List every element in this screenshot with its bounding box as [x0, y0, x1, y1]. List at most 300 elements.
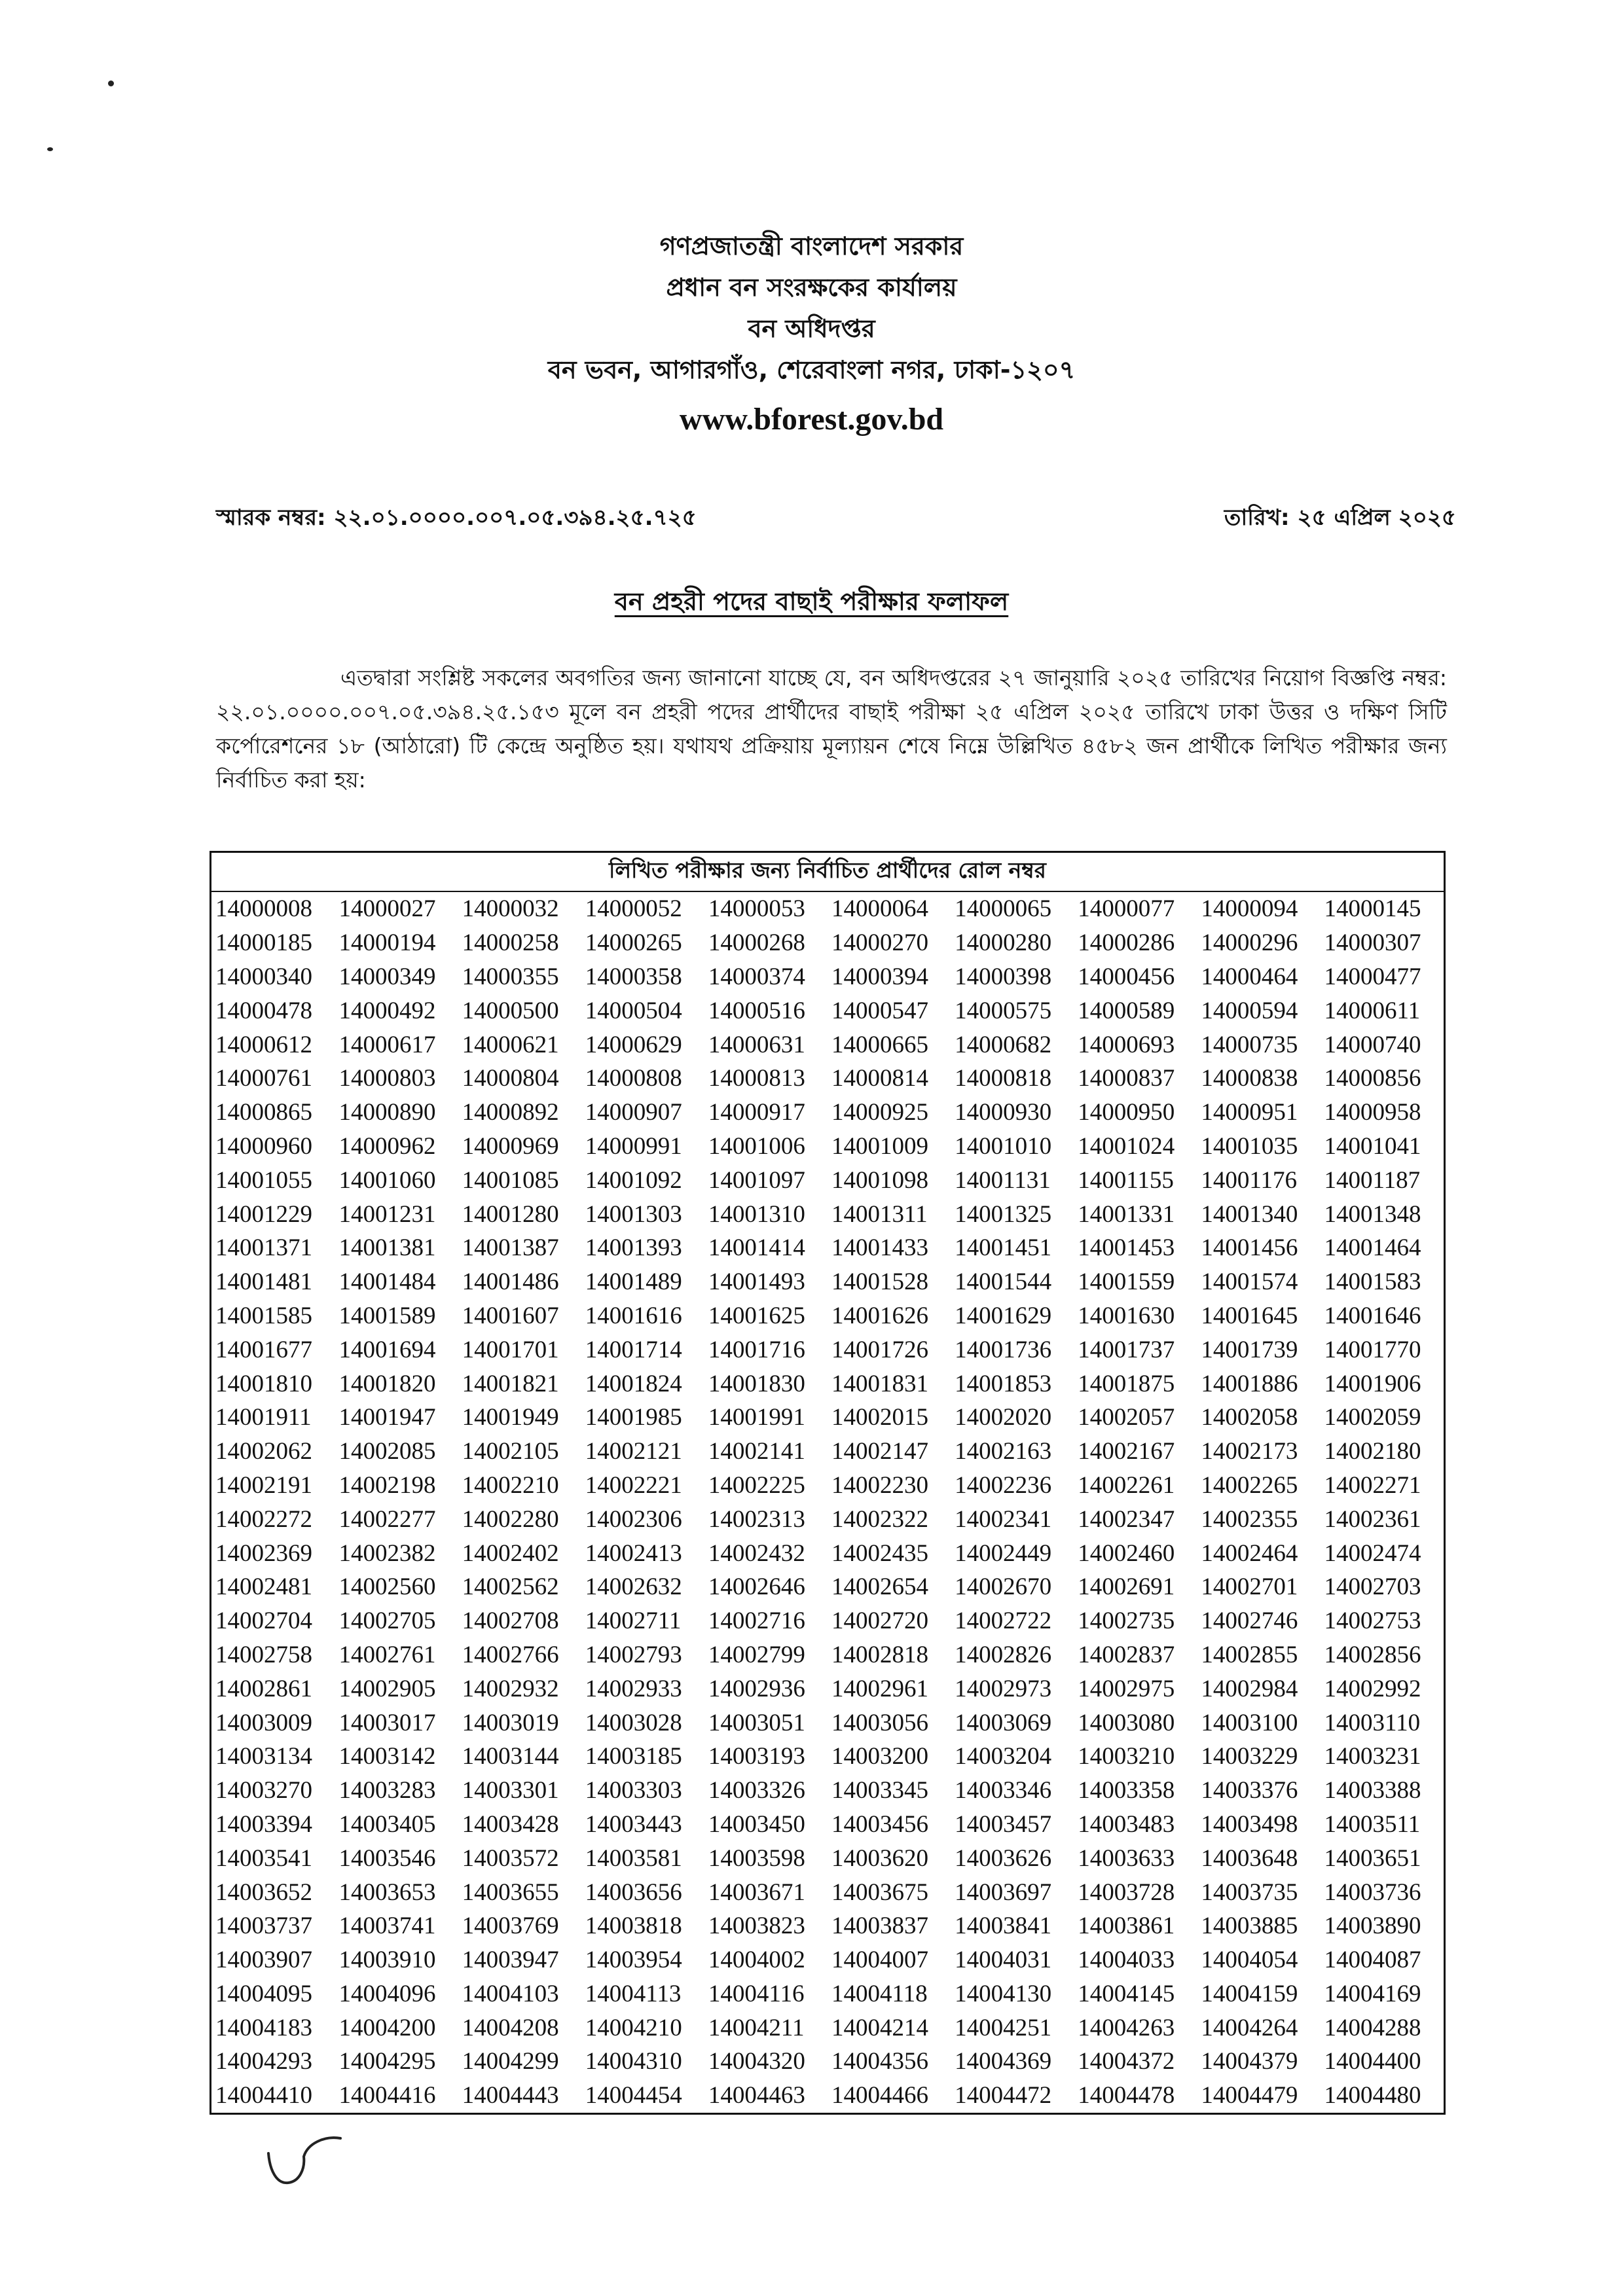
roll-number-cell: 14003741 [338, 1912, 436, 1940]
roll-number-cell: 14001810 [215, 1370, 312, 1397]
notice-title-text: বন প্রহরী পদের বাছাই পরীক্ষার ফলাফল [614, 587, 1009, 616]
roll-number-cell: 14000594 [1201, 997, 1298, 1024]
roll-number-cell: 14003270 [215, 1777, 312, 1804]
roll-number-cell: 14003080 [1078, 1709, 1175, 1736]
roll-number-cell: 14001646 [1324, 1302, 1421, 1329]
roll-number-cell: 14001489 [585, 1268, 682, 1296]
roll-number-cell: 14002992 [1324, 1675, 1421, 1702]
roll-number-cell: 14000621 [462, 1031, 559, 1058]
roll-number-cell: 14003009 [215, 1709, 312, 1736]
roll-number-cell: 14001694 [338, 1336, 436, 1363]
roll-number-cell: 14002703 [1324, 1573, 1421, 1601]
roll-number-cell: 14004118 [831, 1980, 928, 2007]
roll-number-cell: 14000464 [1201, 963, 1298, 990]
roll-number-cell: 14001009 [831, 1132, 928, 1160]
roll-number-cell: 14003626 [955, 1844, 1052, 1872]
roll-number-cell: 14004103 [462, 1980, 559, 2007]
roll-number-cell: 14003056 [831, 1709, 928, 1736]
roll-number-cell: 14002720 [831, 1607, 928, 1635]
roll-number-cell: 14000950 [1078, 1099, 1175, 1126]
roll-number-cell: 14001371 [215, 1234, 312, 1262]
roll-number-cell: 14003697 [955, 1878, 1052, 1906]
roll-number-cell: 14004369 [955, 2048, 1052, 2075]
roll-number-cell: 14002861 [215, 1675, 312, 1702]
roll-number-cell: 14003837 [831, 1912, 928, 1940]
roll-number-cell: 14000575 [955, 997, 1052, 1024]
roll-number-cell: 14000477 [1324, 963, 1421, 990]
roll-number-cell: 14002015 [831, 1404, 928, 1431]
roll-number-cell: 14003947 [462, 1946, 559, 1974]
roll-number-cell: 14003345 [831, 1777, 928, 1804]
office-address: বন ভবন, আগারগাঁও, শেরেবাংলা নগর, ঢাকা-১২০৭ [547, 355, 1076, 384]
roll-number-cell: 14003069 [955, 1709, 1052, 1736]
table-header-row [211, 852, 1445, 892]
roll-number-cell: 14004443 [462, 2082, 559, 2109]
roll-number-cell: 14003890 [1324, 1912, 1421, 1940]
roll-number-cell: 14000052 [585, 895, 682, 923]
roll-number-cell: 14004288 [1324, 2014, 1421, 2041]
roll-number-cell: 14000032 [462, 895, 559, 923]
roll-number-cell: 14000838 [1201, 1065, 1298, 1092]
roll-number-cell: 14003655 [462, 1878, 559, 1906]
roll-number-cell: 14003283 [338, 1777, 436, 1804]
roll-number-cell: 14000185 [215, 929, 312, 957]
roll-number-cell: 14002167 [1078, 1438, 1175, 1465]
roll-number-cell: 14000813 [708, 1065, 805, 1092]
roll-number-cell: 14000907 [585, 1099, 682, 1126]
roll-number-cell: 14002460 [1078, 1539, 1175, 1567]
roll-number-cell: 14001770 [1324, 1336, 1421, 1363]
roll-number-cell: 14003144 [462, 1743, 559, 1770]
roll-number-cell: 14001464 [1324, 1234, 1421, 1262]
roll-number-cell: 14000516 [708, 997, 805, 1024]
roll-number-cell: 14002225 [708, 1471, 805, 1499]
roll-number-cell: 14000958 [1324, 1099, 1421, 1126]
roll-number-cell: 14004379 [1201, 2048, 1298, 2075]
roll-number-cell: 14000280 [955, 929, 1052, 957]
roll-number-cell: 14002121 [585, 1438, 682, 1465]
roll-table-container [210, 851, 1446, 2115]
roll-number-cell: 14002265 [1201, 1471, 1298, 1499]
table-row [211, 1706, 1445, 1740]
roll-number-cell: 14002758 [215, 1641, 312, 1668]
roll-number-cell: 14002449 [955, 1539, 1052, 1567]
roll-number-cell: 14000504 [585, 997, 682, 1024]
roll-number-cell: 14004410 [215, 2082, 312, 2109]
roll-number-cell: 14002936 [708, 1675, 805, 1702]
roll-number-cell: 14000077 [1078, 895, 1175, 923]
roll-number-cell: 14004031 [955, 1946, 1052, 1974]
roll-number-cell: 14004310 [585, 2048, 682, 2075]
table-row [211, 1028, 1445, 1062]
roll-number-cell: 14004264 [1201, 2014, 1298, 2041]
roll-number-cell: 14004263 [1078, 2014, 1175, 2041]
roll-number-cell: 14002905 [338, 1675, 436, 1702]
roll-number-cell: 14000814 [831, 1065, 928, 1092]
roll-number-cell: 14001528 [831, 1268, 928, 1296]
roll-number-cell: 14002701 [1201, 1573, 1298, 1601]
table-row [211, 1740, 1445, 1774]
roll-number-cell: 14003110 [1324, 1709, 1421, 1736]
roll-number-cell: 14001055 [215, 1166, 312, 1194]
roll-number-cell: 14000394 [831, 963, 928, 990]
roll-number-cell: 14003675 [831, 1878, 928, 1906]
roll-number-cell: 14003598 [708, 1844, 805, 1872]
roll-number-cell: 14002632 [585, 1573, 682, 1601]
roll-number-cell: 14004454 [585, 2082, 682, 2109]
roll-number-cell: 14002933 [585, 1675, 682, 1702]
roll-number-cell: 14003134 [215, 1743, 312, 1770]
table-row [211, 1469, 1445, 1503]
roll-number-cell: 14001886 [1201, 1370, 1298, 1397]
roll-number-cell: 14000194 [338, 929, 436, 957]
roll-number-cell: 14002306 [585, 1505, 682, 1533]
roll-number-cell: 14003735 [1201, 1878, 1298, 1906]
roll-number-cell: 14003405 [338, 1810, 436, 1838]
roll-number-cell: 14001024 [1078, 1132, 1175, 1160]
roll-number-cell: 14001280 [462, 1200, 559, 1228]
roll-number-cell: 14002826 [955, 1641, 1052, 1668]
roll-number-table [210, 851, 1446, 2115]
roll-number-cell: 14001739 [1201, 1336, 1298, 1363]
table-row [211, 1197, 1445, 1231]
roll-number-cell: 14003652 [215, 1878, 312, 1906]
roll-number-cell: 14002705 [338, 1607, 436, 1635]
roll-number-cell: 14004208 [462, 2014, 559, 2041]
memo-date: তারিখ: ২৫ এপ্রিল ২০২৫ [1224, 505, 1456, 531]
table-row [211, 1570, 1445, 1604]
roll-number-cell: 14004295 [338, 2048, 436, 2075]
roll-number-cell: 14000456 [1078, 963, 1175, 990]
roll-number-cell: 14000917 [708, 1099, 805, 1126]
roll-number-cell: 14001716 [708, 1336, 805, 1363]
roll-number-cell: 14001616 [585, 1302, 682, 1329]
roll-number-cell: 14003498 [1201, 1810, 1298, 1838]
roll-number-cell: 14001381 [338, 1234, 436, 1262]
roll-number-cell: 14000960 [215, 1132, 312, 1160]
roll-number-cell: 14002322 [831, 1505, 928, 1533]
roll-number-cell: 14000837 [1078, 1065, 1175, 1092]
roll-number-cell: 14001821 [462, 1370, 559, 1397]
roll-number-cell: 14003231 [1324, 1743, 1421, 1770]
roll-number-cell: 14003210 [1078, 1743, 1175, 1770]
roll-number-cell: 14002085 [338, 1438, 436, 1465]
roll-number-cell: 14001911 [215, 1404, 312, 1431]
roll-number-cell: 14003204 [955, 1743, 1052, 1770]
roll-number-cell: 14000740 [1324, 1031, 1421, 1058]
roll-number-cell: 14002105 [462, 1438, 559, 1465]
roll-number-cell: 14004293 [215, 2048, 312, 2075]
roll-number-cell: 14002464 [1201, 1539, 1298, 1567]
roll-number-cell: 14003818 [585, 1912, 682, 1940]
table-row [211, 1841, 1445, 1875]
roll-number-cell: 14004002 [708, 1946, 805, 1974]
table-row [211, 1062, 1445, 1096]
roll-number-cell: 14002818 [831, 1641, 928, 1668]
roll-number-cell: 14003193 [708, 1743, 805, 1770]
roll-number-cell: 14002793 [585, 1641, 682, 1668]
roll-number-cell: 14001544 [955, 1268, 1052, 1296]
table-row [211, 1435, 1445, 1469]
table-row [211, 1774, 1445, 1808]
roll-number-cell: 14002984 [1201, 1675, 1298, 1702]
roll-number-cell: 14001947 [338, 1404, 436, 1431]
roll-number-cell: 14003907 [215, 1946, 312, 1974]
roll-number-cell: 14003653 [338, 1878, 436, 1906]
table-row [211, 1163, 1445, 1197]
roll-number-cell: 14001041 [1324, 1132, 1421, 1160]
roll-number-cell: 14002973 [955, 1675, 1052, 1702]
roll-number-cell: 14002062 [215, 1438, 312, 1465]
roll-number-cell: 14000589 [1078, 997, 1175, 1024]
department-name: বন অধিদপ্তর [748, 314, 875, 343]
roll-number-cell: 14002435 [831, 1539, 928, 1567]
roll-number-cell: 14000803 [338, 1065, 436, 1092]
table-row [211, 1604, 1445, 1638]
roll-number-cell: 14001906 [1324, 1370, 1421, 1397]
table-row [211, 1672, 1445, 1706]
roll-number-cell: 14003885 [1201, 1912, 1298, 1940]
table-row [211, 2045, 1445, 2079]
roll-number-cell: 14003769 [462, 1912, 559, 1940]
roll-number-cell: 14000478 [215, 997, 312, 1024]
roll-number-cell: 14002059 [1324, 1404, 1421, 1431]
roll-number-cell: 14001433 [831, 1234, 928, 1262]
roll-number-cell: 14003841 [955, 1912, 1052, 1940]
roll-number-cell: 14002277 [338, 1505, 436, 1533]
roll-number-cell: 14001414 [708, 1234, 805, 1262]
roll-number-cell: 14003450 [708, 1810, 805, 1838]
roll-number-cell: 14003142 [338, 1743, 436, 1770]
office-name: প্রধান বন সংরক্ষকের কার্যালয় [666, 273, 957, 302]
roll-number-cell: 14003028 [585, 1709, 682, 1736]
punch-mark [108, 81, 114, 86]
roll-number-cell: 14003671 [708, 1878, 805, 1906]
roll-number-cell: 14000892 [462, 1099, 559, 1126]
table-row [211, 1536, 1445, 1570]
roll-number-cell: 14003861 [1078, 1912, 1175, 1940]
roll-number-cell: 14001456 [1201, 1234, 1298, 1262]
table-row [211, 1333, 1445, 1367]
roll-number-cell: 14000398 [955, 963, 1052, 990]
roll-number-cell: 14003633 [1078, 1844, 1175, 1872]
roll-number-cell: 14001010 [955, 1132, 1052, 1160]
table-row [211, 1299, 1445, 1333]
roll-number-cell: 14001714 [585, 1336, 682, 1363]
roll-number-cell: 14004007 [831, 1946, 928, 1974]
roll-number-cell: 14003443 [585, 1810, 682, 1838]
roll-number-cell: 14001630 [1078, 1302, 1175, 1329]
roll-number-cell: 14002355 [1201, 1505, 1298, 1533]
roll-number-cell: 14001331 [1078, 1200, 1175, 1228]
roll-number-cell: 14003394 [215, 1810, 312, 1838]
roll-number-cell: 14002799 [708, 1641, 805, 1668]
roll-number-cell: 14002341 [955, 1505, 1052, 1533]
roll-number-cell: 14001583 [1324, 1268, 1421, 1296]
table-row [211, 1401, 1445, 1435]
roll-number-cell: 14003728 [1078, 1878, 1175, 1906]
roll-number-cell: 14000065 [955, 895, 1052, 923]
roll-number-cell: 14001085 [462, 1166, 559, 1194]
roll-number-cell: 14002708 [462, 1607, 559, 1635]
roll-number-cell: 14003656 [585, 1878, 682, 1906]
roll-number-cell: 14004159 [1201, 1980, 1298, 2007]
roll-number-cell: 14000693 [1078, 1031, 1175, 1058]
roll-number-cell: 14004183 [215, 2014, 312, 2041]
roll-number-cell: 14002402 [462, 1539, 559, 1567]
roll-number-cell: 14001092 [585, 1166, 682, 1194]
roll-number-cell: 14000492 [338, 997, 436, 1024]
roll-number-cell: 14001493 [708, 1268, 805, 1296]
roll-number-cell: 14003620 [831, 1844, 928, 1872]
roll-number-cell: 14003428 [462, 1810, 559, 1838]
roll-number-cell: 14001097 [708, 1166, 805, 1194]
roll-number-cell: 14002562 [462, 1573, 559, 1601]
roll-number-cell: 14000064 [831, 895, 928, 923]
roll-number-cell: 14003541 [215, 1844, 312, 1872]
roll-number-cell: 14001737 [1078, 1336, 1175, 1363]
roll-number-cell: 14001155 [1078, 1166, 1174, 1194]
roll-number-cell: 14004210 [585, 2014, 682, 2041]
roll-number-cell: 14000340 [215, 963, 312, 990]
roll-number-cell: 14002432 [708, 1539, 805, 1567]
roll-number-cell: 14004416 [338, 2082, 436, 2109]
roll-number-cell: 14000629 [585, 1031, 682, 1058]
roll-number-cell: 14000818 [955, 1065, 1052, 1092]
roll-number-cell: 14002855 [1201, 1641, 1298, 1668]
roll-number-cell: 14004145 [1078, 1980, 1175, 2007]
roll-number-cell: 14000307 [1324, 929, 1421, 957]
roll-number-cell: 14002020 [955, 1404, 1052, 1431]
notice-body-text: এতদ্বারা সংশ্লিষ্ট সকলের অবগতির জন্য জানানো যাচ্ছে যে, বন অধিদপ্তরের ২৭ জানুয়ারি ২০২৫ তারিখের নিয়োগ বিজ্ঞপ্তি নম্বর: ২২.০১.০০০০.০০৭.০৫.৩৯৪.২৫.১৫৩ মূলে বন প্রহরী পদের প্রার্থীদের বাছাই পরীক্ষা ২৫ এপ্রিল ২০২৫ তারিখে ঢাকা উত্তর ও দক্ষিণ সিটি কর্পোরেশনের ১৮ (আঠারো) টি কেন্দ্রে অনুষ্ঠিত হয়। যথাযথ প্রক্রিয়ায় মূল্যায়ন শেষে নিম্নে উল্লিখিত ৪৫৮২ জন প্রার্থীকে লিখিত পরীক্ষার জন্য নির্বাচিত করা হয়: [216, 665, 1447, 793]
roll-number-cell: 14002654 [831, 1573, 928, 1601]
roll-number-cell: 14000258 [462, 929, 559, 957]
roll-number-cell: 14001585 [215, 1302, 312, 1329]
roll-number-cell: 14001187 [1324, 1166, 1421, 1194]
roll-number-cell: 14001677 [215, 1336, 312, 1363]
roll-number-cell: 14004480 [1324, 2082, 1421, 2109]
roll-number-cell: 14003376 [1201, 1777, 1298, 1804]
table-row [211, 1909, 1445, 1943]
roll-number-cell: 14004478 [1078, 2082, 1175, 2109]
roll-number-cell: 14000265 [585, 929, 682, 957]
roll-number-cell: 14000735 [1201, 1031, 1298, 1058]
roll-number-cell: 14002271 [1324, 1471, 1421, 1499]
roll-number-cell: 14003100 [1201, 1709, 1298, 1736]
roll-number-cell: 14002670 [955, 1573, 1052, 1601]
roll-number-cell: 14001310 [708, 1200, 805, 1228]
table-row [211, 994, 1445, 1028]
roll-number-cell: 14002711 [585, 1607, 682, 1635]
roll-number-cell: 14001625 [708, 1302, 805, 1329]
roll-number-cell: 14000969 [462, 1132, 559, 1160]
roll-number-cell: 14004251 [955, 2014, 1052, 2041]
table-row [211, 2011, 1445, 2045]
roll-number-cell: 14003572 [462, 1844, 559, 1872]
roll-number-cell: 14003910 [338, 1946, 436, 1974]
roll-number-cell: 14000547 [831, 997, 928, 1024]
roll-number-cell: 14001824 [585, 1370, 682, 1397]
roll-number-cell: 14000804 [462, 1065, 559, 1092]
roll-number-cell: 14003651 [1324, 1844, 1421, 1872]
roll-number-cell: 14001559 [1078, 1268, 1175, 1296]
roll-number-cell: 14000682 [955, 1031, 1052, 1058]
notice-title [0, 583, 1623, 624]
roll-number-cell: 14000053 [708, 895, 805, 923]
roll-number-cell: 14002057 [1078, 1404, 1175, 1431]
roll-number-cell: 14000962 [338, 1132, 436, 1160]
roll-number-cell: 14002766 [462, 1641, 559, 1668]
table-row [211, 1808, 1445, 1842]
roll-number-cell: 14001830 [708, 1370, 805, 1397]
roll-number-cell: 14003358 [1078, 1777, 1175, 1804]
roll-number-cell: 14002163 [955, 1438, 1052, 1465]
roll-number-cell: 14000611 [1324, 997, 1421, 1024]
letterhead [0, 226, 1623, 446]
roll-number-cell: 14000008 [215, 895, 312, 923]
roll-number-cell: 14000890 [338, 1099, 436, 1126]
roll-number-cell: 14001985 [585, 1404, 682, 1431]
roll-number-cell: 14000761 [215, 1065, 312, 1092]
roll-number-cell: 14002704 [215, 1607, 312, 1635]
roll-number-cell: 14002236 [955, 1471, 1052, 1499]
roll-number-cell: 14002975 [1078, 1675, 1175, 1702]
roll-number-cell: 14000374 [708, 963, 805, 990]
roll-number-cell: 14001393 [585, 1234, 682, 1262]
roll-number-cell: 14004320 [708, 2048, 805, 2075]
roll-number-cell: 14001303 [585, 1200, 682, 1228]
roll-number-cell: 14004400 [1324, 2048, 1421, 2075]
roll-number-cell: 14001311 [831, 1200, 928, 1228]
roll-number-cell: 14003823 [708, 1912, 805, 1940]
roll-number-cell: 14002691 [1078, 1573, 1175, 1601]
roll-number-cell: 14004033 [1078, 1946, 1175, 1974]
roll-number-cell: 14001949 [462, 1404, 559, 1431]
roll-number-cell: 14004472 [955, 2082, 1052, 2109]
roll-number-cell: 14001607 [462, 1302, 559, 1329]
roll-number-cell: 14004463 [708, 2082, 805, 2109]
roll-number-cell: 14004096 [338, 1980, 436, 2007]
roll-number-cell: 14003736 [1324, 1878, 1421, 1906]
roll-number-cell: 14003457 [955, 1810, 1052, 1838]
roll-number-cell: 14004299 [462, 2048, 559, 2075]
table-body [211, 891, 1445, 2113]
table-row [211, 891, 1445, 926]
roll-number-cell: 14000930 [955, 1099, 1052, 1126]
roll-number-cell: 14002753 [1324, 1607, 1421, 1635]
table-row [211, 1943, 1445, 1977]
roll-number-cell: 14000612 [215, 1031, 312, 1058]
roll-number-cell: 14000145 [1324, 895, 1421, 923]
table-row [211, 1977, 1445, 2011]
roll-number-cell: 14001645 [1201, 1302, 1298, 1329]
roll-number-cell: 14003303 [585, 1777, 682, 1804]
roll-number-cell: 14001131 [955, 1166, 1051, 1194]
roll-number-cell: 14002361 [1324, 1505, 1421, 1533]
roll-number-cell: 14000270 [831, 929, 928, 957]
roll-number-cell: 14002646 [708, 1573, 805, 1601]
roll-number-cell: 14001060 [338, 1166, 436, 1194]
roll-number-cell: 14001484 [338, 1268, 436, 1296]
roll-number-cell: 14004372 [1078, 2048, 1175, 2075]
roll-number-cell: 14002261 [1078, 1471, 1175, 1499]
roll-number-cell: 14000355 [462, 963, 559, 990]
roll-number-cell: 14000808 [585, 1065, 682, 1092]
roll-number-cell: 14001831 [831, 1370, 928, 1397]
roll-number-cell: 14002716 [708, 1607, 805, 1635]
roll-number-cell: 14004087 [1324, 1946, 1421, 1974]
roll-number-cell: 14003229 [1201, 1743, 1298, 1770]
